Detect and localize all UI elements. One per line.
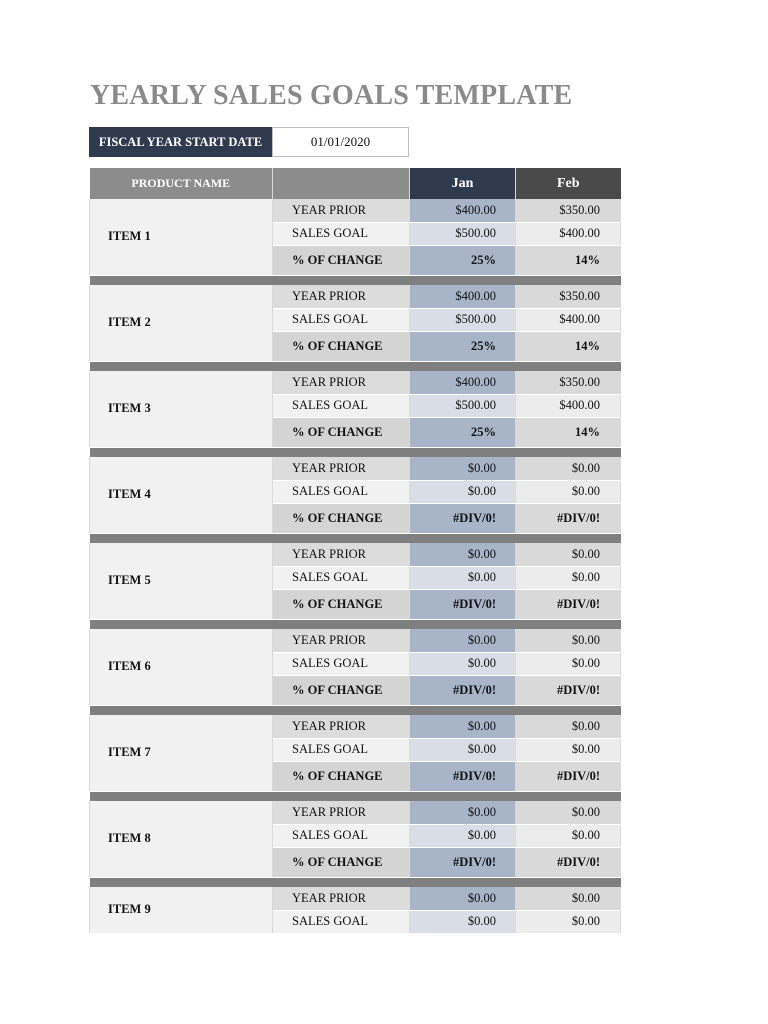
- page-title: YEARLY SALES GOALS TEMPLATE: [90, 80, 573, 111]
- metric-label-cell[interactable]: SALES GOAL: [273, 308, 410, 331]
- separator-bar: [90, 877, 621, 887]
- jan-value-cell[interactable]: $0.00: [410, 457, 516, 480]
- jan-value-cell[interactable]: #DIV/0!: [410, 675, 516, 705]
- jan-value-cell[interactable]: #DIV/0!: [410, 847, 516, 877]
- product-name-cell[interactable]: ITEM 5: [90, 543, 273, 619]
- product-name-cell[interactable]: ITEM 2: [90, 285, 273, 361]
- product-name-cell[interactable]: ITEM 8: [90, 801, 273, 877]
- feb-value-cell[interactable]: #DIV/0!: [516, 589, 621, 619]
- jan-value-cell[interactable]: #DIV/0!: [410, 761, 516, 791]
- feb-value-cell[interactable]: $350.00: [516, 199, 621, 222]
- metric-label-cell[interactable]: YEAR PRIOR: [273, 887, 410, 910]
- jan-value-cell[interactable]: $500.00: [410, 222, 516, 245]
- jan-value-cell[interactable]: $0.00: [410, 543, 516, 566]
- feb-value-cell[interactable]: $0.00: [516, 738, 621, 761]
- jan-value-cell[interactable]: $500.00: [410, 308, 516, 331]
- product-name-cell[interactable]: ITEM 3: [90, 371, 273, 447]
- jan-value-cell[interactable]: 25%: [410, 331, 516, 361]
- feb-value-cell[interactable]: $0.00: [516, 801, 621, 824]
- jan-value-cell[interactable]: $0.00: [410, 801, 516, 824]
- table-row: [90, 887, 621, 910]
- jan-value-cell[interactable]: $0.00: [410, 480, 516, 503]
- metric-label-cell[interactable]: SALES GOAL: [273, 394, 410, 417]
- metric-label-cell[interactable]: YEAR PRIOR: [273, 457, 410, 480]
- table-row: [90, 543, 621, 566]
- jan-value-cell[interactable]: $0.00: [410, 715, 516, 738]
- jan-value-cell[interactable]: $0.00: [410, 824, 516, 847]
- metric-label-cell[interactable]: SALES GOAL: [273, 566, 410, 589]
- feb-value-cell[interactable]: $400.00: [516, 308, 621, 331]
- table-row: [90, 629, 621, 652]
- product-name-cell[interactable]: ITEM 6: [90, 629, 273, 705]
- product-name-cell[interactable]: ITEM 4: [90, 457, 273, 533]
- jan-value-cell[interactable]: $400.00: [410, 371, 516, 394]
- month-header-jan[interactable]: Jan: [410, 168, 516, 199]
- item-separator: [90, 877, 621, 887]
- metric-label-cell[interactable]: % OF CHANGE: [273, 761, 410, 791]
- metric-label-cell[interactable]: % OF CHANGE: [273, 245, 410, 275]
- separator-bar: [90, 447, 621, 457]
- metric-label-cell[interactable]: SALES GOAL: [273, 738, 410, 761]
- metric-label-cell[interactable]: % OF CHANGE: [273, 417, 410, 447]
- metric-label-cell[interactable]: SALES GOAL: [273, 222, 410, 245]
- sales-goals-table-body: [90, 168, 621, 933]
- feb-value-cell[interactable]: 14%: [516, 331, 621, 361]
- jan-value-cell[interactable]: #DIV/0!: [410, 503, 516, 533]
- metric-header[interactable]: [273, 168, 410, 199]
- jan-value-cell[interactable]: $500.00: [410, 394, 516, 417]
- metric-label-cell[interactable]: YEAR PRIOR: [273, 371, 410, 394]
- metric-label-cell[interactable]: YEAR PRIOR: [273, 285, 410, 308]
- feb-value-cell[interactable]: $0.00: [516, 566, 621, 589]
- table-row: [90, 715, 621, 738]
- feb-value-cell[interactable]: #DIV/0!: [516, 503, 621, 533]
- month-header-feb[interactable]: Feb: [516, 168, 621, 199]
- jan-value-cell[interactable]: $0.00: [410, 652, 516, 675]
- table-row: [90, 801, 621, 824]
- metric-label-cell[interactable]: SALES GOAL: [273, 652, 410, 675]
- feb-value-cell[interactable]: $0.00: [516, 480, 621, 503]
- metric-label-cell[interactable]: YEAR PRIOR: [273, 629, 410, 652]
- feb-value-cell[interactable]: $0.00: [516, 715, 621, 738]
- jan-value-cell[interactable]: $400.00: [410, 285, 516, 308]
- jan-value-cell[interactable]: $0.00: [410, 910, 516, 933]
- item-separator: [90, 447, 621, 457]
- metric-label-cell[interactable]: YEAR PRIOR: [273, 801, 410, 824]
- item-separator: [90, 361, 621, 371]
- jan-value-cell[interactable]: $400.00: [410, 199, 516, 222]
- product-name-cell[interactable]: ITEM 7: [90, 715, 273, 791]
- metric-label-cell[interactable]: SALES GOAL: [273, 910, 410, 933]
- jan-value-cell[interactable]: #DIV/0!: [410, 589, 516, 619]
- feb-value-cell[interactable]: $0.00: [516, 910, 621, 933]
- feb-value-cell[interactable]: #DIV/0!: [516, 675, 621, 705]
- jan-value-cell[interactable]: $0.00: [410, 887, 516, 910]
- metric-label-cell[interactable]: % OF CHANGE: [273, 847, 410, 877]
- metric-label-cell[interactable]: % OF CHANGE: [273, 331, 410, 361]
- product-name-cell[interactable]: ITEM 1: [90, 199, 273, 275]
- jan-value-cell[interactable]: $0.00: [410, 738, 516, 761]
- fiscal-year-label: FISCAL YEAR START DATE: [89, 127, 272, 157]
- metric-label-cell[interactable]: SALES GOAL: [273, 480, 410, 503]
- item-separator: [90, 533, 621, 543]
- jan-value-cell[interactable]: 25%: [410, 417, 516, 447]
- jan-value-cell[interactable]: $0.00: [410, 629, 516, 652]
- feb-value-cell[interactable]: $0.00: [516, 629, 621, 652]
- feb-value-cell[interactable]: #DIV/0!: [516, 761, 621, 791]
- metric-label-cell[interactable]: YEAR PRIOR: [273, 543, 410, 566]
- item-separator: [90, 791, 621, 801]
- feb-value-cell[interactable]: $350.00: [516, 371, 621, 394]
- separator-bar: [90, 533, 621, 543]
- sales-goals-table: [89, 168, 621, 934]
- metric-label-cell[interactable]: YEAR PRIOR: [273, 199, 410, 222]
- item-separator: [90, 275, 621, 285]
- feb-value-cell[interactable]: $0.00: [516, 824, 621, 847]
- separator-bar: [90, 705, 621, 715]
- product-name-header[interactable]: PRODUCT NAME: [90, 168, 273, 199]
- metric-label-cell[interactable]: SALES GOAL: [273, 824, 410, 847]
- metric-label-cell[interactable]: % OF CHANGE: [273, 589, 410, 619]
- jan-value-cell[interactable]: $0.00: [410, 566, 516, 589]
- metric-label-cell[interactable]: % OF CHANGE: [273, 675, 410, 705]
- fiscal-year-start-date-field[interactable]: 01/01/2020: [272, 127, 409, 157]
- table-row: [90, 285, 621, 308]
- product-name-cell[interactable]: ITEM 9: [90, 887, 273, 933]
- feb-value-cell[interactable]: #DIV/0!: [516, 847, 621, 877]
- separator-bar: [90, 361, 621, 371]
- feb-value-cell[interactable]: 14%: [516, 417, 621, 447]
- jan-value-cell[interactable]: 25%: [410, 245, 516, 275]
- metric-label-cell[interactable]: % OF CHANGE: [273, 503, 410, 533]
- separator-bar: [90, 275, 621, 285]
- feb-value-cell[interactable]: $0.00: [516, 887, 621, 910]
- feb-value-cell[interactable]: $350.00: [516, 285, 621, 308]
- feb-value-cell[interactable]: $400.00: [516, 394, 621, 417]
- feb-value-cell[interactable]: $0.00: [516, 543, 621, 566]
- feb-value-cell[interactable]: $0.00: [516, 652, 621, 675]
- separator-bar: [90, 619, 621, 629]
- item-separator: [90, 705, 621, 715]
- separator-bar: [90, 791, 621, 801]
- feb-value-cell[interactable]: $400.00: [516, 222, 621, 245]
- table-header-row: [90, 168, 621, 199]
- table-row: [90, 199, 621, 222]
- table-row: [90, 371, 621, 394]
- table-row: [90, 457, 621, 480]
- item-separator: [90, 619, 621, 629]
- metric-label-cell[interactable]: YEAR PRIOR: [273, 715, 410, 738]
- feb-value-cell[interactable]: 14%: [516, 245, 621, 275]
- feb-value-cell[interactable]: $0.00: [516, 457, 621, 480]
